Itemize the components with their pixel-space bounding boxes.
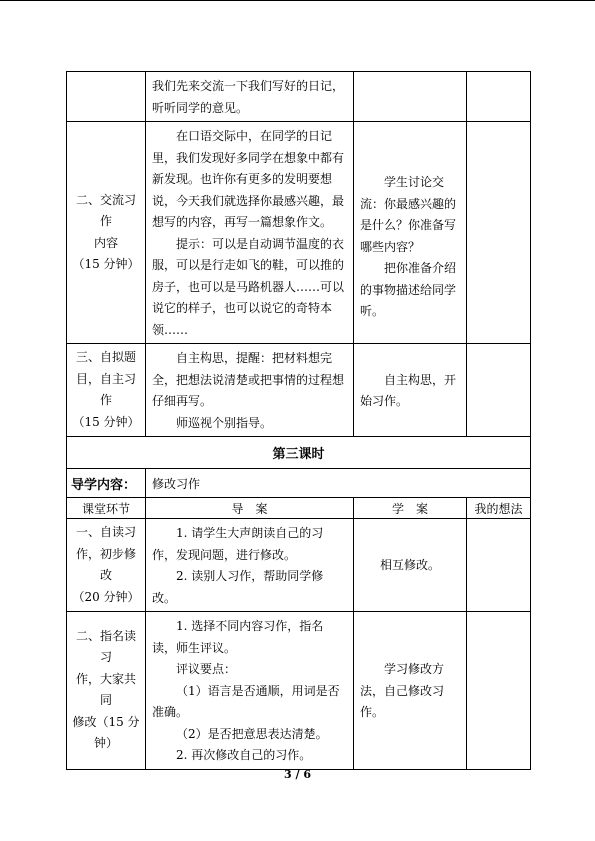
guide-cell — [146, 72, 354, 122]
header-student: 学 案 — [354, 498, 467, 519]
step-line: （15 分钟） — [72, 257, 140, 271]
step-cell — [67, 122, 146, 344]
guide-content-label: 导学内容： — [67, 469, 146, 498]
table-row — [67, 519, 531, 612]
step-line: 三、自拟题 — [75, 350, 136, 364]
thoughts-cell — [467, 72, 531, 122]
page-number: 3 / 6 — [284, 768, 311, 781]
guide-cell — [146, 344, 354, 437]
step-line: 内容 — [93, 235, 118, 250]
table-row — [67, 344, 531, 437]
step-line: 作，大家共同 — [75, 671, 136, 708]
thoughts-cell — [467, 519, 531, 612]
section-title: 第三课时 — [67, 437, 531, 469]
top-rule — [0, 0, 595, 1]
step-line: （15 分钟） — [72, 414, 140, 429]
guide-cell — [146, 122, 354, 344]
student-cell — [354, 122, 467, 344]
student-cell — [354, 519, 467, 612]
student-cell — [354, 612, 467, 770]
student-cell — [354, 72, 467, 122]
table-row — [67, 122, 531, 344]
student-paragraph: 相互修改。 — [379, 558, 440, 573]
guide-paragraph: 在口语交际中，在同学的日记里，我们发现好多同学在想象中都有新发现。也许你有更多的发明要想说，今天我们就选择你最感兴趣，最想写的内容，再写一篇想象作文。 — [152, 129, 345, 229]
guide-paragraph: （2）是否把意思表达清楚。 — [176, 726, 328, 741]
step-cell — [67, 612, 146, 770]
thoughts-cell — [467, 612, 531, 770]
step-cell — [67, 344, 146, 437]
guide-paragraph: 2. 再次修改自己的习作。 — [176, 748, 312, 762]
guide-paragraph: 1. 请学生大声朗读自己的习作，发现问题，进行修改。 — [152, 526, 324, 562]
header-thoughts: 我的想法 — [467, 498, 531, 519]
guide-paragraph: 1. 选择不同内容习作，指名读，师生评议。 — [152, 619, 324, 655]
thoughts-cell — [467, 344, 531, 437]
guide-paragraph: （1）语言是否通顺，用词是否准确。 — [152, 683, 340, 719]
student-cell — [354, 344, 467, 437]
step-line: 作，初步修改 — [75, 546, 136, 582]
step-line: 修改（15 分 — [72, 714, 140, 729]
thoughts-cell — [467, 122, 531, 344]
guide-content-value: 修改习作 — [146, 469, 531, 498]
guide-cell — [146, 519, 354, 612]
lesson-plan-table — [66, 71, 531, 770]
guide-paragraph: 师巡视个别指导。 — [176, 415, 273, 430]
guide-cell — [146, 612, 354, 770]
header-step: 课堂环节 — [67, 498, 146, 519]
table-row — [67, 437, 531, 469]
guide-paragraph: 自主构思，提醒：把材料想完全，把想法说清楚或把事情的过程想仔细再写。 — [152, 351, 345, 408]
header-guide: 导 案 — [146, 498, 354, 519]
guide-paragraph: 评议要点： — [176, 662, 237, 676]
step-line: 目，自主习作 — [75, 371, 136, 407]
student-paragraph: 把你准备介绍的事物描述给同学听。 — [360, 261, 457, 318]
table-row — [67, 612, 531, 770]
step-cell — [67, 519, 146, 612]
step-line: 二、交流习作 — [75, 192, 136, 228]
student-paragraph: 学习修改方法，自己修改习作。 — [360, 662, 445, 719]
step-line: 钟） — [93, 736, 118, 751]
student-paragraph: 自主构思，开始习作。 — [360, 372, 457, 408]
table-header-row — [67, 498, 531, 519]
student-paragraph: 学生讨论交流：你最感兴趣的是什么？你准备写哪些内容？ — [360, 175, 457, 254]
guide-paragraph: 2. 读别人习作，帮助同学修改。 — [152, 569, 324, 605]
table-row — [67, 469, 531, 498]
step-line: 二、指名读习 — [75, 628, 136, 665]
guide-text: 我们先来交流一下我们写好的日记，听听同学的意见。 — [152, 79, 345, 115]
step-line: （20 分钟） — [72, 589, 140, 604]
step-line: 一、自读习 — [75, 525, 136, 539]
table-row — [67, 72, 531, 122]
step-cell — [67, 72, 146, 122]
guide-paragraph: 提示：可以是自动调节温度的衣服，可以是行走如飞的鞋，可以推的房子，也可以是马路机器人……可以说它的样子，也可以说它的奇特本领…… — [152, 236, 345, 337]
